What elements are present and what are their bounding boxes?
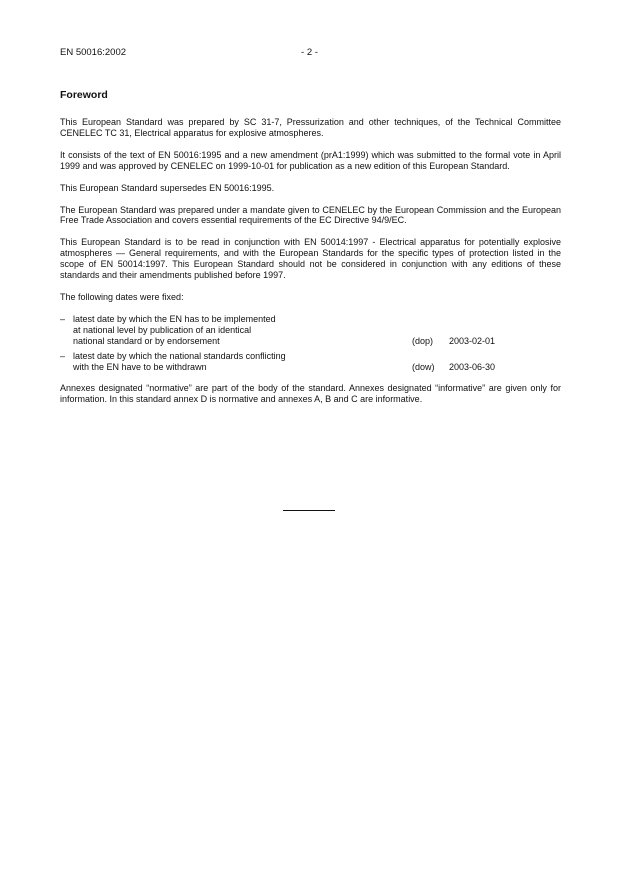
date-code: (dop): [412, 335, 434, 346]
date-code: (dow): [412, 361, 435, 372]
header-page-number: - 2 -: [301, 47, 318, 58]
list-dash: –: [60, 350, 66, 361]
date-item-line: latest date by which the national standards conflicting: [73, 350, 286, 361]
foreword-section: [60, 89, 561, 414]
list-dash: –: [60, 313, 66, 324]
date-item-dop: [60, 314, 561, 347]
date-item-description: [73, 314, 333, 347]
date-item-dow: [60, 351, 561, 373]
date-value: 2003-06-30: [449, 361, 496, 372]
date-item-line: national standard or by endorsement: [73, 335, 220, 346]
paragraph-mandate: The European Standard was prepared under a mandate given to CENELEC by the European Commission and the European Free Trade Association and covers essential requirements of the EC Directive 94/9/EC.: [60, 204, 561, 226]
header-doc-id: EN 50016:2002: [60, 47, 127, 58]
section-title: Foreword: [60, 89, 108, 101]
paragraph-supersedes: This European Standard supersedes EN 50016:1995.: [60, 182, 275, 193]
date-item-line: with the EN have to be withdrawn: [73, 361, 207, 372]
paragraph-dates-intro: The following dates were fixed:: [60, 291, 184, 302]
date-item-line: at national level by publication of an identical: [73, 324, 252, 335]
paragraph-conjunction: This European Standard is to be read in conjunction with EN 50014:1997 - Electrical apparatus for potentially explosive atmospheres — General requirements, and with the European Standards for the specific types of protection listed in the scope of EN 50014:1997. This European Standard should not be considered in conjunction with any editions of these standards and their amendments published before 1997.: [60, 237, 561, 281]
paragraph-annexes: Annexes designated “normative” are part of the body of the standard. Annexes designated “informative” are given only for information. In this standard annex D is normative and annexes A, B and C are informative.: [60, 383, 561, 405]
date-item-description: [73, 351, 333, 373]
date-value: 2003-02-01: [449, 335, 496, 346]
date-item-line: latest date by which the EN has to be implemented: [73, 313, 276, 324]
paragraph-prepared-by: This European Standard was prepared by SC 31-7, Pressurization and other techniques, of the Technical Committee CENELEC TC 31, Electrical apparatus for explosive atmospheres.: [60, 117, 561, 138]
paragraph-consists-of: It consists of the text of EN 50016:1995 and a new amendment (prA1:1999) which was submitted to the formal vote in April 1999 and was approved by CENELEC on 1999-10-01 for publication as a new edition of this European Standard.: [60, 149, 561, 171]
end-of-section-rule: [283, 510, 335, 511]
dates-list: [60, 314, 561, 373]
